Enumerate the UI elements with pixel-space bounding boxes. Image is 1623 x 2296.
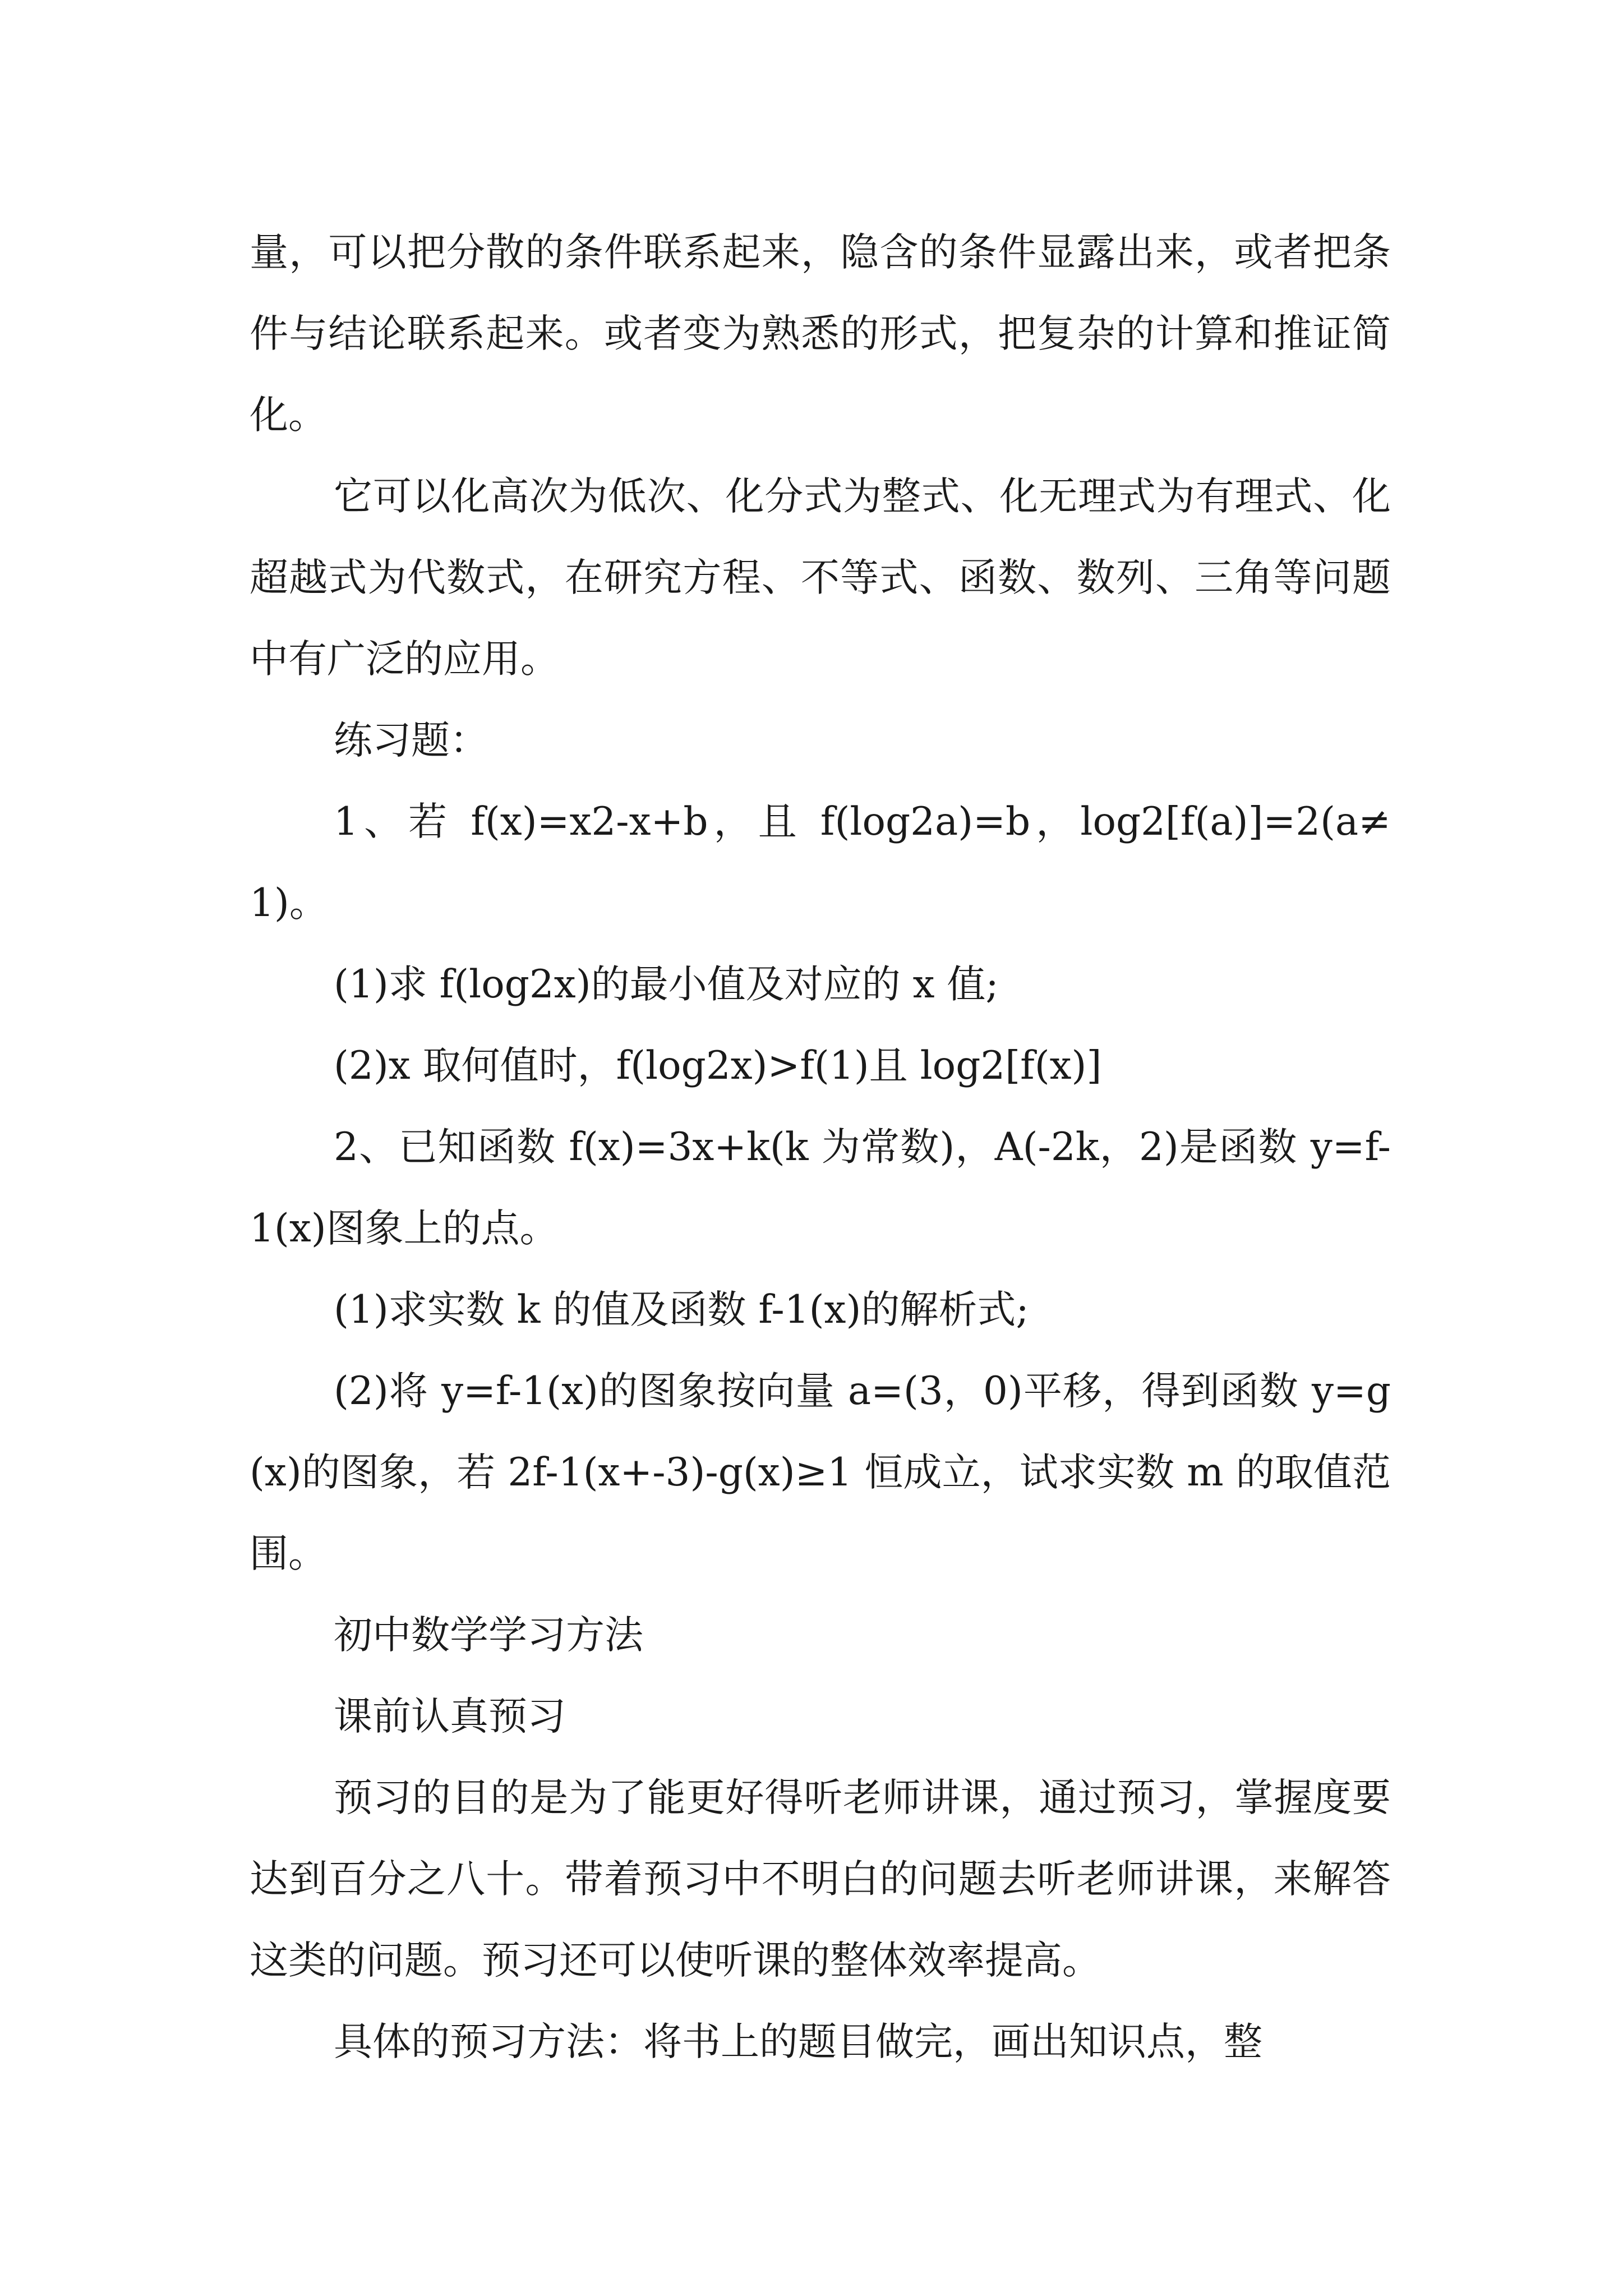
exercise-2: 2、已知函数 f(x)=3x+k(k 为常数)，A(-2k，2)是函数 y=f-1(x)图象上的点。 xyxy=(250,1125,1391,1251)
paragraph-substitution-continued: 量，可以把分散的条件联系起来，隐含的条件显露出来，或者把条件与结论联系起来。或者变为熟悉的形式，把复杂的计算和推证简化。 xyxy=(250,230,1391,438)
exercise-1-part-1: (1)求 f(log2x)的最小值及对应的 x 值; xyxy=(334,962,999,1007)
paragraph-substitution-applications: 它可以化高次为低次、化分式为整式、化无理式为有理式、化超越式为代数式，在研究方程、不等式、函数、数列、三角等问题中有广泛的应用。 xyxy=(250,474,1391,682)
document-body xyxy=(250,212,1391,2083)
exercise-2-part-2: (2)将 y=f-1(x)的图象按向量 a=(3，0)平移，得到函数 y=g(x)的图象，若 2f-1(x+-3)-g(x)≥1 恒成立，试求实数 m 的取值范围。 xyxy=(250,1369,1391,1576)
subheading-preview: 课前认真预习 xyxy=(334,1694,566,1739)
exercise-1: 1、若 f(x)=x2-x+b，且 f(log2a)=b，log2[f(a)]=2(a≠1)。 xyxy=(250,799,1391,926)
exercise-2-part-1: (1)求实数 k 的值及函数 f-1(x)的解析式; xyxy=(334,1287,1029,1332)
paragraph-preview-purpose: 预习的目的是为了能更好得听老师讲课，通过预习，掌握度要达到百分之八十。带着预习中不明白的问题去听老师讲课，来解答这类的问题。预习还可以使听课的整体效率提高。 xyxy=(250,1775,1391,1983)
exercise-1-part-2: (2)x 取何值时，f(log2x)>f(1)且 log2[f(x)] xyxy=(334,1043,1102,1088)
section-heading-study-methods: 初中数学学习方法 xyxy=(334,1613,643,1658)
exercise-heading: 练习题： xyxy=(334,718,488,763)
paragraph-preview-method: 具体的预习方法：将书上的题目做完，画出知识点，整 xyxy=(334,2019,1262,2064)
